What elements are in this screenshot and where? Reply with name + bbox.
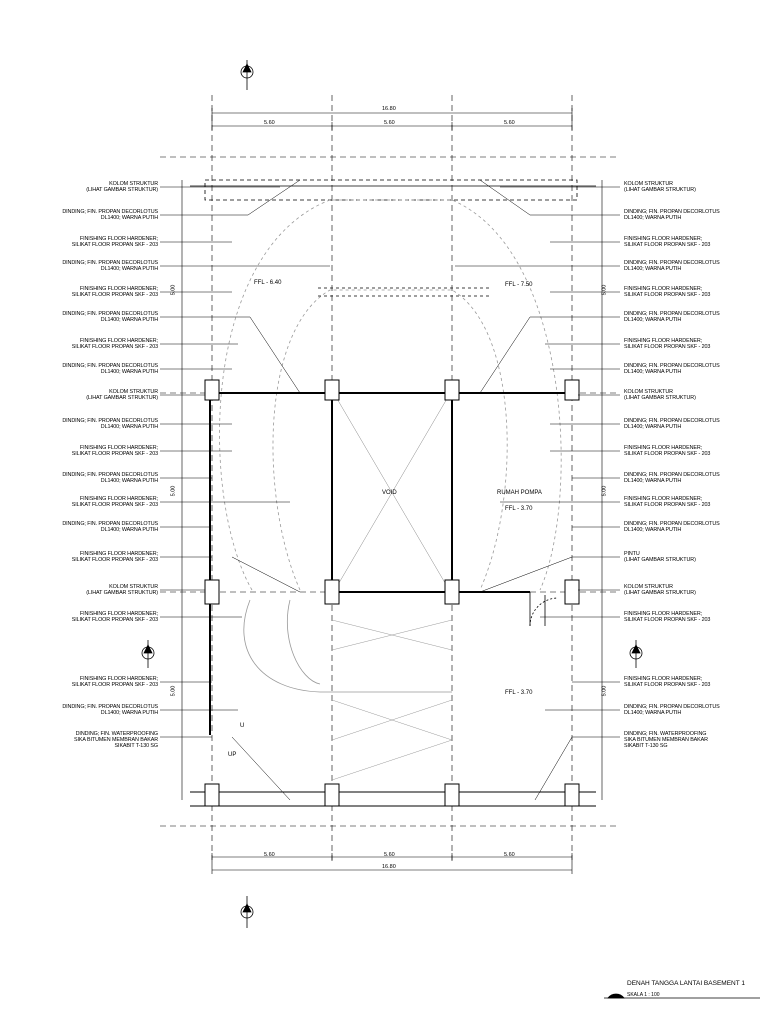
right-note-line: SILIKAT FLOOR PROPAN SKF - 203	[624, 292, 711, 298]
left-note-line: KOLOM STRUKTUR	[109, 389, 158, 395]
left-note-line: DL1400; WARNA PUTIH	[100, 215, 158, 221]
dim-bay-top-left: 5.60	[264, 120, 275, 126]
right-note-line: DL1400; WARNA PUTIH	[624, 215, 682, 221]
right-note	[624, 338, 710, 350]
right-note-line: KOLOM STRUKTUR	[624, 389, 673, 395]
lower-level-label: FFL - 3.70	[505, 690, 533, 696]
right-note-line: PINTU	[624, 551, 640, 557]
right-note-line: DINDING; FIN. PROPAN DECORLOTUS	[624, 521, 720, 527]
dim-total-top: 16.80	[382, 106, 396, 112]
dim-left-upper: 5.00	[170, 284, 177, 296]
left-note-line: (LIHAT GAMBAR STRUKTUR)	[86, 590, 158, 596]
left-note-line: DINDING; FIN. PROPAN DECORLOTUS	[62, 209, 158, 215]
left-note-line: SIKABIT T-130 SG	[114, 743, 158, 749]
right-note-line: KOLOM STRUKTUR	[624, 181, 673, 187]
north-arrow-top-icon	[241, 60, 253, 90]
ramp-curve	[220, 200, 562, 590]
right-note	[624, 521, 720, 533]
right-note	[624, 209, 720, 221]
right-note-line: DL1400; WARNA PUTIH	[624, 424, 682, 430]
right-note-line: SILIKAT FLOOR PROPAN SKF - 203	[624, 451, 711, 457]
right-note	[624, 704, 720, 716]
right-note-line: DINDING; FIN. PROPAN DECORLOTUS	[624, 704, 720, 710]
left-note	[72, 236, 158, 248]
left-note	[62, 260, 158, 272]
left-note-line: SILIKAT FLOOR PROPAN SKF - 203	[71, 617, 158, 623]
left-note-line: (LIHAT GAMBAR STRUKTUR)	[86, 395, 158, 401]
right-note	[624, 676, 710, 688]
left-note-line: FINISHING FLOOR HARDENER;	[79, 496, 158, 502]
left-note-line: DL1400; WARNA PUTIH	[100, 710, 158, 716]
right-note	[624, 389, 696, 401]
north-arrow-bottom-icon	[241, 896, 253, 928]
left-note-line: DINDING; FIN. PROPAN DECORLOTUS	[62, 704, 158, 710]
right-note-line: DINDING; FIN. PROPAN DECORLOTUS	[624, 363, 720, 369]
left-note	[74, 731, 158, 749]
left-note-line: DINDING; FIN. PROPAN DECORLOTUS	[62, 311, 158, 317]
right-note-line: DL1400; WARNA PUTIH	[624, 527, 682, 533]
right-note	[624, 363, 720, 375]
left-note-line: DL1400; WARNA PUTIH	[100, 317, 158, 323]
dim-bay-bottom-left: 5.60	[264, 852, 275, 858]
left-note-line: FINISHING FLOOR HARDENER;	[79, 338, 158, 344]
room-pump-level: FFL - 3.70	[505, 506, 533, 512]
left-note-line: DL1400; WARNA PUTIH	[100, 527, 158, 533]
right-note-line: FINISHING FLOOR HARDENER;	[624, 338, 703, 344]
left-note	[62, 363, 158, 375]
left-note-line: KOLOM STRUKTUR	[109, 181, 158, 187]
left-note-line: FINISHING FLOOR HARDENER;	[79, 445, 158, 451]
right-note-line: DL1400; WARNA PUTIH	[624, 317, 682, 323]
left-note	[86, 584, 158, 596]
door-icon	[530, 592, 558, 626]
right-note-line: SILIKAT FLOOR PROPAN SKF - 203	[624, 502, 711, 508]
right-note-line: DINDING; FIN. PROPAN DECORLOTUS	[624, 472, 720, 478]
right-note-line: DINDING; FIN. PROPAN DECORLOTUS	[624, 260, 720, 266]
right-note-line: DL1400; WARNA PUTIH	[624, 369, 682, 375]
left-note	[86, 181, 158, 193]
walls	[210, 393, 572, 735]
arrow-up-mark: U	[240, 723, 245, 729]
right-note-line: SIKABIT T-130 SG	[624, 743, 668, 749]
left-note-line: DL1400; WARNA PUTIH	[100, 478, 158, 484]
left-note-line: SIKA BITUMEN MEMBRAN BAKAR	[74, 737, 158, 743]
left-leader-lines	[160, 180, 330, 800]
right-note	[624, 731, 708, 749]
left-note-line: SILIKAT FLOOR PROPAN SKF - 203	[71, 451, 158, 457]
ramp-top-band	[318, 288, 492, 296]
arrow-up-label: UP	[228, 752, 237, 758]
left-note	[86, 389, 158, 401]
left-note	[72, 611, 158, 623]
section-marker-right-icon	[630, 640, 642, 668]
left-note-line: SILIKAT FLOOR PROPAN SKF - 203	[71, 682, 158, 688]
right-note-line: FINISHING FLOOR HARDENER;	[624, 611, 703, 617]
left-note	[72, 496, 158, 508]
right-note	[624, 260, 720, 272]
dim-right-lower: 5.00	[601, 685, 608, 697]
right-note-line: (LIHAT GAMBAR STRUKTUR)	[624, 557, 696, 563]
right-note	[624, 584, 696, 596]
dim-left-lower: 5.00	[170, 685, 177, 697]
right-note	[624, 472, 720, 484]
left-note	[72, 286, 158, 298]
left-note-line: FINISHING FLOOR HARDENER;	[79, 236, 158, 242]
section-marker-left-icon	[142, 640, 154, 668]
left-note-line: DINDING; FIN. PROPAN DECORLOTUS	[62, 363, 158, 369]
left-note	[72, 338, 158, 350]
right-note-line: SILIKAT FLOOR PROPAN SKF - 203	[624, 682, 711, 688]
right-note	[624, 611, 710, 623]
left-note-line: (LIHAT GAMBAR STRUKTUR)	[86, 187, 158, 193]
ramp-left-level: FFL - 6.40	[254, 280, 282, 286]
left-note-line: SILIKAT FLOOR PROPAN SKF - 203	[71, 242, 158, 248]
left-note-line: DINDING; FIN. PROPAN DECORLOTUS	[62, 260, 158, 266]
right-note	[624, 445, 710, 457]
left-note-line: FINISHING FLOOR HARDENER;	[79, 611, 158, 617]
right-note-line: FINISHING FLOOR HARDENER;	[624, 286, 703, 292]
left-note-line: DINDING; FIN. WATERPROOFING	[75, 731, 158, 737]
right-note-line: SILIKAT FLOOR PROPAN SKF - 203	[624, 617, 711, 623]
right-note-line: (LIHAT GAMBAR STRUKTUR)	[624, 187, 696, 193]
right-note-line: KOLOM STRUKTUR	[624, 584, 673, 590]
right-note	[624, 181, 696, 193]
drawing-title: DENAH TANGGA LANTAI BASEMENT 1	[627, 980, 745, 987]
left-note-line: FINISHING FLOOR HARDENER;	[79, 286, 158, 292]
left-note	[62, 472, 158, 484]
right-note	[624, 418, 720, 430]
left-note	[62, 209, 158, 221]
right-note-line: FINISHING FLOOR HARDENER;	[624, 676, 703, 682]
left-note-line: DL1400; WARNA PUTIH	[100, 266, 158, 272]
right-note-line: FINISHING FLOOR HARDENER;	[624, 496, 703, 502]
dim-bay-top-right: 5.60	[504, 120, 515, 126]
dim-bay-top-mid: 5.60	[384, 120, 395, 126]
right-note	[624, 551, 696, 563]
room-void-label: VOID	[382, 490, 397, 496]
slab-edge	[205, 180, 577, 200]
right-note	[624, 311, 720, 323]
dim-right-upper: 5.00	[601, 284, 608, 296]
right-note-line: SILIKAT FLOOR PROPAN SKF - 203	[624, 344, 711, 350]
left-note-line: DL1400; WARNA PUTIH	[100, 424, 158, 430]
left-note-line: DL1400; WARNA PUTIH	[100, 369, 158, 375]
right-note	[624, 286, 710, 298]
right-note-line: DL1400; WARNA PUTIH	[624, 478, 682, 484]
left-note	[62, 704, 158, 716]
left-note-line: KOLOM STRUKTUR	[109, 584, 158, 590]
left-note	[72, 551, 158, 563]
dim-left-middle: 5.00	[170, 485, 177, 497]
right-note-line: DL1400; WARNA PUTIH	[624, 266, 682, 272]
left-note	[62, 418, 158, 430]
right-note	[624, 236, 710, 248]
right-note-line: SILIKAT FLOOR PROPAN SKF - 203	[624, 242, 711, 248]
dim-bay-bottom-mid: 5.60	[384, 852, 395, 858]
left-note-line: SILIKAT FLOOR PROPAN SKF - 203	[71, 502, 158, 508]
left-note-line: SILIKAT FLOOR PROPAN SKF - 203	[71, 292, 158, 298]
grid-lines	[160, 95, 620, 860]
right-note	[624, 496, 710, 508]
right-note-line: SIKA BITUMEN MEMBRAN BAKAR	[624, 737, 708, 743]
dim-bay-bottom-right: 5.60	[504, 852, 515, 858]
right-note-line: FINISHING FLOOR HARDENER;	[624, 236, 703, 242]
dim-right-middle: 5.00	[601, 485, 608, 497]
left-note	[72, 676, 158, 688]
left-note-line: SILIKAT FLOOR PROPAN SKF - 203	[71, 557, 158, 563]
right-note-line: DINDING; FIN. PROPAN DECORLOTUS	[624, 418, 720, 424]
left-note	[62, 311, 158, 323]
left-note	[72, 445, 158, 457]
left-note-line: DINDING; FIN. PROPAN DECORLOTUS	[62, 472, 158, 478]
right-note-line: FINISHING FLOOR HARDENER;	[624, 445, 703, 451]
right-note-line: (LIHAT GAMBAR STRUKTUR)	[624, 590, 696, 596]
left-note-line: DINDING; FIN. PROPAN DECORLOTUS	[62, 418, 158, 424]
left-note-line: FINISHING FLOOR HARDENER;	[79, 676, 158, 682]
right-note-line: DINDING; FIN. PROPAN DECORLOTUS	[624, 209, 720, 215]
right-note-line: DINDING; FIN. PROPAN DECORLOTUS	[624, 311, 720, 317]
ramp-right-level: FFL - 7.50	[505, 282, 533, 288]
left-note-line: FINISHING FLOOR HARDENER;	[79, 551, 158, 557]
left-note-line: DINDING; FIN. PROPAN DECORLOTUS	[62, 521, 158, 527]
stair-treads	[332, 620, 452, 780]
left-note-line: SILIKAT FLOOR PROPAN SKF - 203	[71, 344, 158, 350]
right-note-line: DINDING; FIN. WATERPROOFING	[624, 731, 707, 737]
left-note	[62, 521, 158, 533]
dim-total-bottom: 16.80	[382, 864, 396, 870]
room-pump-label: RUMAH POMPA	[497, 490, 542, 496]
drawing-scale: SKALA 1 : 100	[627, 992, 660, 998]
right-note-line: DL1400; WARNA PUTIH	[624, 710, 682, 716]
right-note-line: (LIHAT GAMBAR STRUKTUR)	[624, 395, 696, 401]
